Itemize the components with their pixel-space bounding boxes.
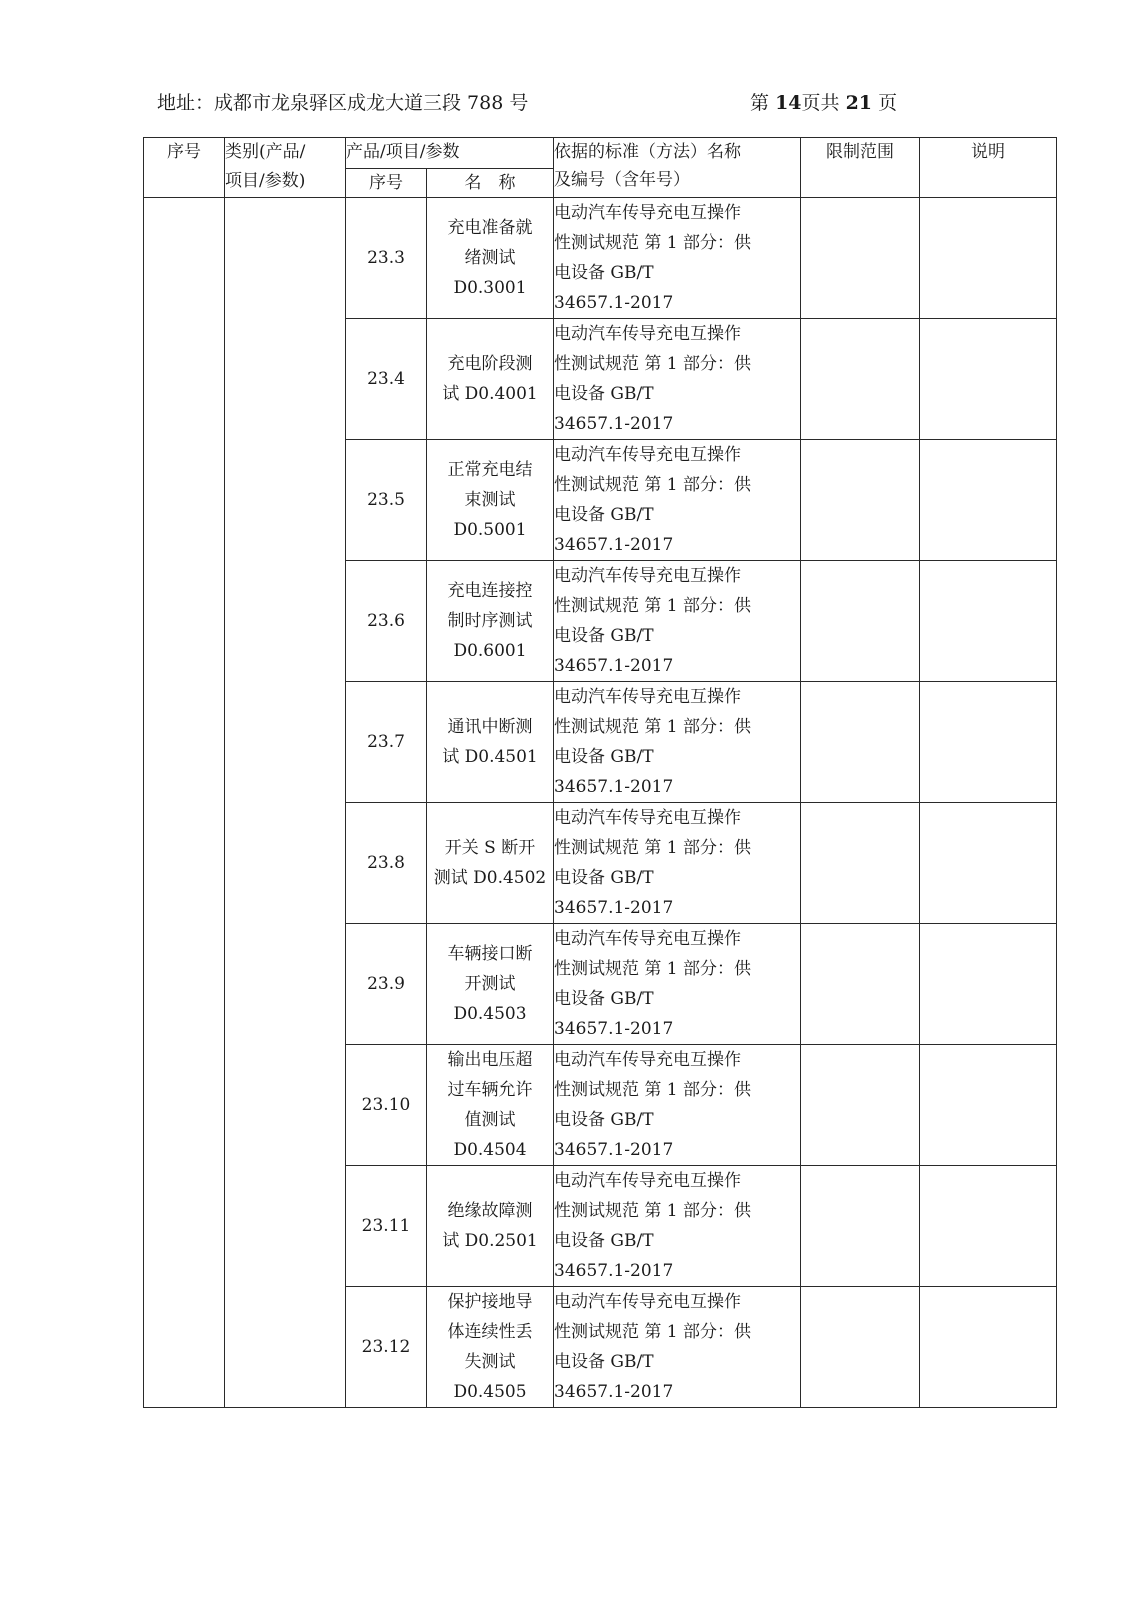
header-category: [225, 138, 346, 198]
header-category-line2: 项目/参数): [225, 171, 306, 191]
item-name-line: D0.4503: [453, 1004, 527, 1024]
standard-cell: [554, 803, 801, 924]
item-name-line: 失测试: [464, 1352, 516, 1372]
item-name-line: 通讯中断测: [447, 717, 533, 737]
item-name-line: 体连续性丢: [447, 1322, 533, 1342]
item-name-cell: [427, 1166, 554, 1287]
standard-line: 34657.1-2017: [554, 1382, 674, 1402]
standard-line: 电设备 GB/T: [554, 384, 654, 404]
table-body: [144, 198, 1057, 1408]
standard-line: 34657.1-2017: [554, 1019, 674, 1039]
standard-line: 电设备 GB/T: [554, 626, 654, 646]
standard-line: 电设备 GB/T: [554, 747, 654, 767]
page-suffix: 页: [878, 92, 898, 114]
item-name-line: 测试 D0.4502: [433, 868, 547, 888]
standard-cell: [554, 1287, 801, 1408]
standard-line: 34657.1-2017: [554, 1261, 674, 1281]
item-name-line: 过车辆允许: [447, 1080, 533, 1100]
note-cell: [920, 803, 1057, 924]
item-number-cell: 23.9: [346, 924, 427, 1045]
limit-cell: [801, 561, 920, 682]
limit-cell: [801, 682, 920, 803]
item-name-cell: [427, 198, 554, 319]
item-name-line: 开关 S 断开: [444, 838, 536, 858]
item-name-line: 试 D0.2501: [442, 1231, 538, 1251]
standard-line: 电动汽车传导充电互操作: [554, 929, 741, 949]
header-row-top: [144, 138, 1057, 169]
item-name-cell: [427, 319, 554, 440]
header-product-seq: 序号: [346, 169, 427, 198]
limit-cell: [801, 440, 920, 561]
standard-line: 34657.1-2017: [554, 777, 674, 797]
page-header: [157, 86, 897, 120]
page-middle: 页共: [801, 92, 840, 114]
header-limit: 限制范围: [801, 138, 920, 198]
standard-line: 电动汽车传导充电互操作: [554, 203, 741, 223]
standard-line: 电设备 GB/T: [554, 1110, 654, 1130]
item-name-line: 车辆接口断: [447, 944, 533, 964]
page-total: 21: [845, 92, 873, 114]
header-product-group: 产品/项目/参数: [346, 138, 554, 169]
standard-cell: [554, 440, 801, 561]
standard-line: 电动汽车传导充电互操作: [554, 1292, 741, 1312]
header-category-line1: 类别(产品/: [225, 142, 306, 162]
item-number-cell: 23.11: [346, 1166, 427, 1287]
header-page-indicator: [750, 86, 897, 120]
note-cell: [920, 1287, 1057, 1408]
standard-line: 电设备 GB/T: [554, 263, 654, 283]
header-address: 地址：成都市龙泉驿区成龙大道三段 788 号: [157, 92, 529, 114]
header-product-name: 名 称: [427, 169, 554, 198]
item-name-line: 充电阶段测: [447, 354, 533, 374]
standard-cell: [554, 319, 801, 440]
item-number-cell: 23.5: [346, 440, 427, 561]
standard-line: 34657.1-2017: [554, 1140, 674, 1160]
standard-cell: [554, 198, 801, 319]
header-standard: [554, 138, 801, 198]
standard-line: 34657.1-2017: [554, 293, 674, 313]
limit-cell: [801, 803, 920, 924]
standard-line: 电设备 GB/T: [554, 505, 654, 525]
standard-line: 性测试规范 第 1 部分：供: [554, 354, 752, 374]
standard-line: 性测试规范 第 1 部分：供: [554, 1201, 752, 1221]
item-number-cell: 23.4: [346, 319, 427, 440]
item-name-cell: [427, 803, 554, 924]
item-name-cell: [427, 1045, 554, 1166]
item-number-cell: 23.7: [346, 682, 427, 803]
standard-line: 性测试规范 第 1 部分：供: [554, 959, 752, 979]
standard-line: 电动汽车传导充电互操作: [554, 808, 741, 828]
standard-line: 性测试规范 第 1 部分：供: [554, 717, 752, 737]
item-number-cell: 23.6: [346, 561, 427, 682]
note-cell: [920, 319, 1057, 440]
limit-cell: [801, 319, 920, 440]
page-current: 14: [775, 92, 802, 114]
standard-line: 电设备 GB/T: [554, 989, 654, 1009]
item-name-line: 值测试: [464, 1110, 516, 1130]
standard-line: 电动汽车传导充电互操作: [554, 445, 741, 465]
item-name-line: 开测试: [464, 974, 516, 994]
item-number-cell: 23.12: [346, 1287, 427, 1408]
item-name-line: D0.4505: [453, 1382, 527, 1402]
item-name-line: D0.5001: [453, 520, 527, 540]
header-standard-line2: 及编号（含年号）: [554, 170, 690, 190]
item-name-line: 试 D0.4001: [442, 384, 538, 404]
standard-line: 34657.1-2017: [554, 535, 674, 555]
item-name-line: D0.3001: [453, 278, 527, 298]
standard-line: 性测试规范 第 1 部分：供: [554, 475, 752, 495]
item-name-line: 输出电压超: [447, 1050, 533, 1070]
standard-line: 电设备 GB/T: [554, 868, 654, 888]
item-name-line: 绪测试: [464, 248, 516, 268]
standard-line: 电动汽车传导充电互操作: [554, 324, 741, 344]
standard-line: 电动汽车传导充电互操作: [554, 1050, 741, 1070]
note-cell: [920, 1045, 1057, 1166]
item-name-line: 绝缘故障测: [447, 1201, 533, 1221]
header-seq: 序号: [144, 138, 225, 198]
limit-cell: [801, 1166, 920, 1287]
standard-line: 电动汽车传导充电互操作: [554, 687, 741, 707]
standard-line: 电设备 GB/T: [554, 1352, 654, 1372]
standard-line: 电动汽车传导充电互操作: [554, 566, 741, 586]
item-name-cell: [427, 924, 554, 1045]
note-cell: [920, 198, 1057, 319]
standard-line: 性测试规范 第 1 部分：供: [554, 1322, 752, 1342]
standard-line: 性测试规范 第 1 部分：供: [554, 233, 752, 253]
header-note: 说明: [920, 138, 1057, 198]
header-standard-line1: 依据的标准（方法）名称: [554, 142, 741, 162]
seq-cell: [144, 198, 225, 1408]
item-name-line: 保护接地导: [447, 1292, 533, 1312]
item-name-line: 试 D0.4501: [442, 747, 538, 767]
item-name-line: D0.6001: [453, 641, 527, 661]
item-name-line: D0.4504: [453, 1140, 527, 1160]
item-name-line: 束测试: [464, 490, 516, 510]
item-name-line: 正常充电结: [447, 460, 533, 480]
note-cell: [920, 440, 1057, 561]
note-cell: [920, 561, 1057, 682]
limit-cell: [801, 924, 920, 1045]
standard-line: 性测试规范 第 1 部分：供: [554, 838, 752, 858]
item-name-cell: [427, 682, 554, 803]
table-row: [144, 198, 1057, 319]
item-number-cell: 23.8: [346, 803, 427, 924]
item-name-line: 充电准备就: [447, 218, 533, 238]
item-number-cell: 23.3: [346, 198, 427, 319]
standard-line: 34657.1-2017: [554, 414, 674, 434]
standard-cell: [554, 561, 801, 682]
category-cell: [225, 198, 346, 1408]
item-name-cell: [427, 440, 554, 561]
item-number-cell: 23.10: [346, 1045, 427, 1166]
item-name-cell: [427, 1287, 554, 1408]
item-name-line: 制时序测试: [447, 611, 533, 631]
standard-line: 34657.1-2017: [554, 656, 674, 676]
note-cell: [920, 1166, 1057, 1287]
item-name-line: 充电连接控: [447, 581, 533, 601]
standard-cell: [554, 1045, 801, 1166]
scope-table: [143, 137, 1057, 1408]
item-name-cell: [427, 561, 554, 682]
standard-line: 电动汽车传导充电互操作: [554, 1171, 741, 1191]
standard-cell: [554, 1166, 801, 1287]
limit-cell: [801, 1045, 920, 1166]
limit-cell: [801, 198, 920, 319]
standard-line: 性测试规范 第 1 部分：供: [554, 596, 752, 616]
standard-line: 34657.1-2017: [554, 898, 674, 918]
standard-line: 电设备 GB/T: [554, 1231, 654, 1251]
note-cell: [920, 924, 1057, 1045]
limit-cell: [801, 1287, 920, 1408]
standard-line: 性测试规范 第 1 部分：供: [554, 1080, 752, 1100]
standard-cell: [554, 682, 801, 803]
page-prefix: 第: [750, 92, 770, 114]
note-cell: [920, 682, 1057, 803]
standard-cell: [554, 924, 801, 1045]
